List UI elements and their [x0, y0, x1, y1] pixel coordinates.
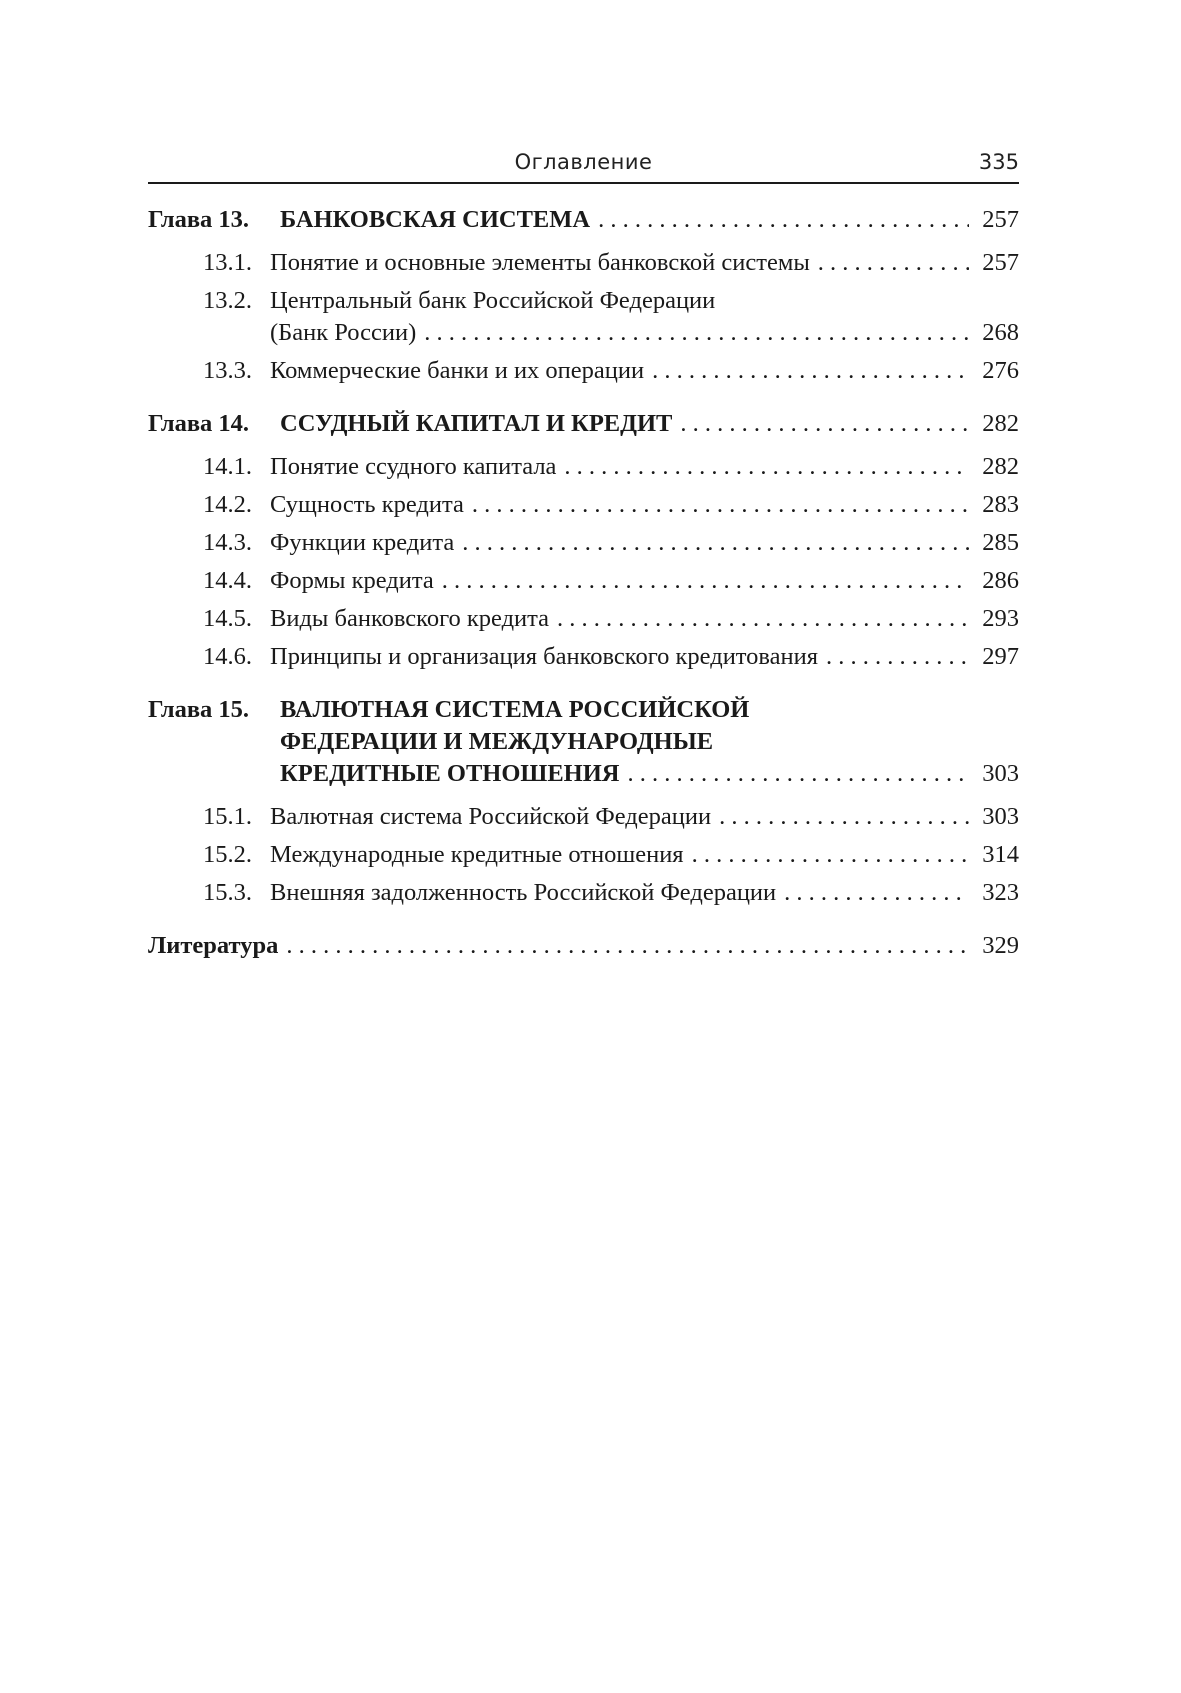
section-page: 293: [982, 605, 1019, 632]
section-title: Коммерческие банки и их операции: [270, 357, 645, 384]
chapter-title-line-1: ВАЛЮТНАЯ СИСТЕМА РОССИЙСКОЙ: [280, 696, 750, 723]
dot-leader: [684, 839, 969, 871]
section-title: Принципы и организация банковского кредитования: [270, 643, 819, 670]
toc-section-15-3[interactable]: [148, 877, 1019, 909]
chapter-title-line-3: КРЕДИТНЫЕ ОТНОШЕНИЯ: [280, 760, 620, 787]
section-title: Внешняя задолженность Российской Федерации: [270, 879, 777, 906]
section-page: 286: [982, 567, 1019, 594]
literature-title: Литература: [148, 932, 279, 959]
literature-page: 329: [982, 932, 1019, 959]
toc-chapter-14[interactable]: [148, 408, 1019, 440]
chapter-label: Глава 13.: [148, 206, 250, 233]
dot-leader: [776, 877, 969, 909]
section-page: 297: [982, 643, 1019, 670]
dot-leader: [549, 603, 969, 635]
toc-section-14-6[interactable]: [148, 641, 1019, 673]
chapter-title: БАНКОВСКАЯ СИСТЕМА: [280, 206, 591, 233]
chapter-page: 282: [982, 410, 1019, 437]
section-title: Формы кредита: [270, 567, 434, 594]
section-number: 14.2.: [203, 491, 252, 518]
section-title: Понятие и основные элементы банковской системы: [270, 249, 810, 276]
toc-section-14-5[interactable]: [148, 603, 1019, 635]
dot-leader: [556, 451, 969, 483]
section-title: Функции кредита: [270, 529, 455, 556]
chapter-title: ССУДНЫЙ КАПИТАЛ И КРЕДИТ: [280, 410, 673, 437]
toc-chapter-15[interactable]: [148, 694, 1019, 790]
section-number: 15.1.: [203, 803, 252, 830]
section-title: Виды банковского кредита: [270, 605, 550, 632]
chapter-label: Глава 15.: [148, 696, 250, 723]
section-number: 15.3.: [203, 879, 252, 906]
toc-section-14-1[interactable]: [148, 451, 1019, 483]
toc-section-14-3[interactable]: [148, 527, 1019, 559]
section-number: 13.2.: [203, 287, 252, 314]
dot-leader: [454, 527, 969, 559]
section-page: 276: [982, 357, 1019, 384]
running-title: Оглавление: [514, 150, 653, 174]
toc-section-14-4[interactable]: [148, 565, 1019, 597]
section-title-line-1: Центральный банк Российской Федерации: [270, 287, 716, 314]
section-number: 14.5.: [203, 605, 252, 632]
toc-section-14-2[interactable]: [148, 489, 1019, 521]
section-number: 15.2.: [203, 841, 252, 868]
document-page: [148, 148, 1019, 962]
dot-leader: [416, 317, 969, 349]
table-of-contents: [148, 204, 1019, 962]
dot-leader: [464, 489, 969, 521]
section-number: 14.3.: [203, 529, 252, 556]
running-header: [148, 148, 1019, 184]
dot-leader: [818, 641, 969, 673]
dot-leader: [644, 355, 969, 387]
section-number: 14.4.: [203, 567, 252, 594]
section-page: 257: [982, 249, 1019, 276]
dot-leader: [672, 408, 969, 440]
dot-leader: [278, 930, 969, 962]
dot-leader: [711, 801, 969, 833]
toc-section-15-2[interactable]: [148, 839, 1019, 871]
section-page: 282: [982, 453, 1019, 480]
toc-chapter-13[interactable]: [148, 204, 1019, 236]
section-page: 268: [982, 319, 1019, 346]
chapter-page: 257: [982, 206, 1019, 233]
dot-leader: [434, 565, 969, 597]
section-title-line-2: (Банк России): [270, 319, 417, 346]
section-number: 13.1.: [203, 249, 252, 276]
toc-section-13-1[interactable]: [148, 247, 1019, 279]
section-title: Международные кредитные отношения: [270, 841, 684, 868]
section-page: 285: [982, 529, 1019, 556]
section-title: Сущность кредита: [270, 491, 464, 518]
section-page: 283: [982, 491, 1019, 518]
section-page: 303: [982, 803, 1019, 830]
dot-leader: [810, 247, 969, 279]
toc-literature[interactable]: [148, 930, 1019, 962]
section-number: 14.1.: [203, 453, 252, 480]
toc-section-15-1[interactable]: [148, 801, 1019, 833]
section-page: 323: [982, 879, 1019, 906]
page-number: 335: [978, 150, 1019, 174]
toc-section-13-2[interactable]: [148, 285, 1019, 349]
section-number: 13.3.: [203, 357, 252, 384]
section-title: Валютная система Российской Федерации: [270, 803, 712, 830]
chapter-page: 303: [982, 760, 1019, 787]
section-page: 314: [982, 841, 1019, 868]
chapter-title-line-2: ФЕДЕРАЦИИ И МЕЖДУНАРОДНЫЕ: [280, 728, 714, 755]
toc-section-13-3[interactable]: [148, 355, 1019, 387]
dot-leader: [590, 204, 969, 236]
section-number: 14.6.: [203, 643, 252, 670]
chapter-label: Глава 14.: [148, 410, 250, 437]
section-title: Понятие ссудного капитала: [270, 453, 557, 480]
dot-leader: [619, 758, 969, 790]
